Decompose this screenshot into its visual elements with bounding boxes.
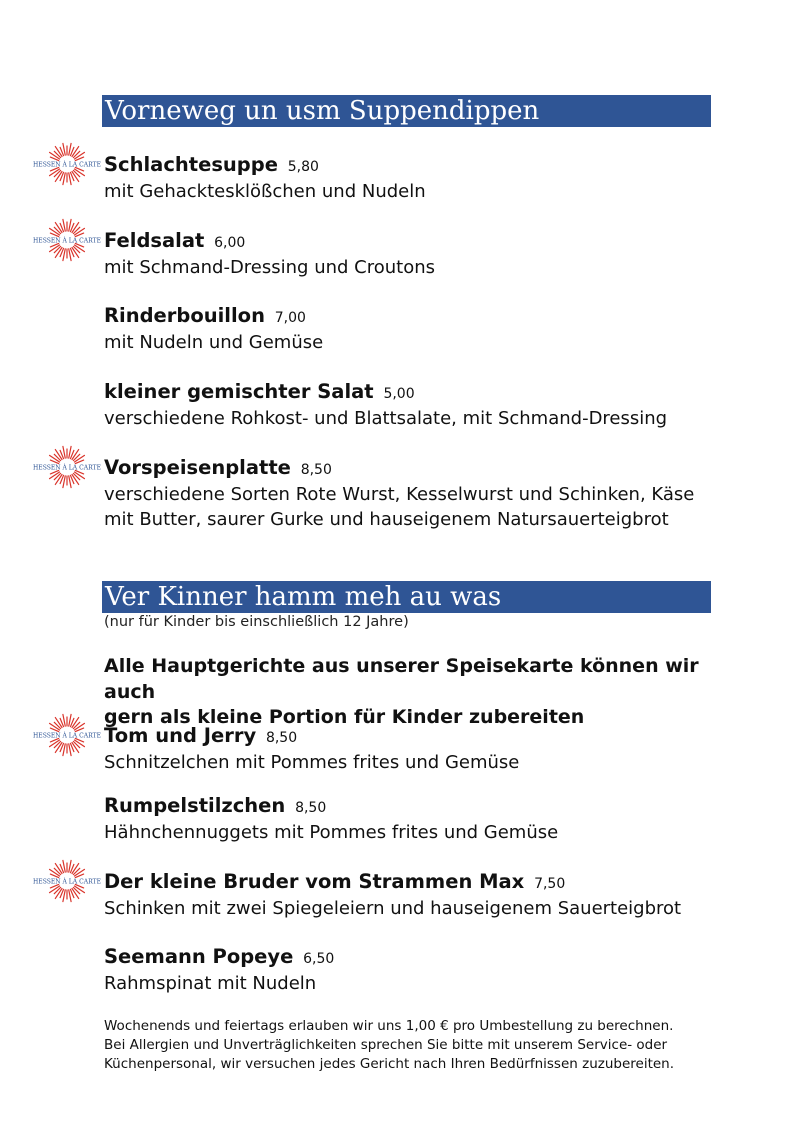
hessen-a-la-carte-logo [32,142,102,186]
footer-line: Wochenends und feiertags erlauben wir uns 1,00 € pro Umbestellung zu berechnen. [104,1018,674,1034]
sunburst-logo-icon [32,859,102,903]
kids-age-note: (nur für Kinder bis einschließlich 12 Jahre) [104,614,409,630]
item-name: Schlachtesuppe [104,153,278,176]
item-name: kleiner gemischter Salat [104,380,374,403]
section-header-kinner: Ver Kinner hamm meh au was [102,581,711,613]
item-description: mit Schmand-Dressing und Croutons [104,257,436,278]
item-name: Rinderbouillon [104,304,265,327]
hessen-a-la-carte-logo [32,713,102,757]
menu-item [104,380,724,431]
item-name: Der kleine Bruder vom Strammen Max [104,870,525,893]
menu-item [104,304,724,355]
svg-text:HESSEN À LA CARTE: HESSEN À LA CARTE [33,161,102,169]
item-price: 6,00 [214,235,246,251]
hessen-a-la-carte-logo [32,218,102,262]
hessen-a-la-carte-logo [32,445,102,489]
svg-text:HESSEN À LA CARTE: HESSEN À LA CARTE [33,237,102,245]
svg-text:HESSEN À LA CARTE: HESSEN À LA CARTE [33,878,102,886]
footer-notes [104,1017,744,1074]
item-price: 7,00 [274,310,306,326]
menu-item [104,153,724,204]
item-description: mit Nudeln und Gemüse [104,332,324,353]
item-description: mit Butter, saurer Gurke und hauseigenem Natursauerteigbrot [104,509,669,530]
item-description: verschiedene Sorten Rote Wurst, Kesselwurst und Schinken, Käse [104,484,695,505]
item-name: Feldsalat [104,229,205,252]
item-price: 5,80 [287,159,319,175]
kids-info [104,654,724,731]
sunburst-logo-icon [32,142,102,186]
sunburst-logo-icon [32,713,102,757]
svg-text:HESSEN À LA CARTE: HESSEN À LA CARTE [33,464,102,472]
menu-item [104,794,724,845]
item-price: 6,50 [303,951,335,967]
menu-item [104,724,724,775]
item-name: Seemann Popeye [104,945,294,968]
item-name: Vorspeisenplatte [104,456,291,479]
menu-item [104,870,724,921]
item-description: mit Gehacktesklößchen und Nudeln [104,181,426,202]
item-price: 8,50 [295,800,327,816]
footer-line: Küchenpersonal, wir versuchen jedes Gericht nach Ihren Bedürfnissen zuzubereiten. [104,1056,675,1072]
menu-item [104,456,724,532]
item-name: Rumpelstilzchen [104,794,286,817]
item-description: Rahmspinat mit Nudeln [104,973,317,994]
item-name: Tom und Jerry [104,724,257,747]
footer-line: Bei Allergien und Unverträglichkeiten sprechen Sie bitte mit unserem Service- oder [104,1037,668,1053]
item-description: Hähnchennuggets mit Pommes frites und Gemüse [104,822,559,843]
sunburst-logo-icon [32,218,102,262]
item-price: 8,50 [265,730,298,746]
item-price: 7,50 [534,876,566,892]
item-price: 8,50 [300,462,332,478]
hessen-a-la-carte-logo [32,859,102,903]
item-price: 5,00 [383,386,415,402]
kids-info-line: Alle Hauptgerichte aus unserer Speisekarte können wir auch [104,655,699,703]
menu-item [104,229,724,280]
menu-item [104,945,724,996]
sunburst-logo-icon [32,445,102,489]
svg-text:HESSEN À LA CARTE: HESSEN À LA CARTE [33,732,102,740]
section-header-vorneweg: Vorneweg un usm Suppendippen [102,95,711,127]
item-description: verschiedene Rohkost- und Blattsalate, mit Schmand-Dressing [104,408,668,429]
kids-info-line: gern als kleine Portion für Kinder zubereiten [104,706,585,728]
item-description: Schinken mit zwei Spiegeleiern und hauseigenem Sauerteigbrot [104,898,682,919]
item-description: Schnitzelchen mit Pommes frites und Gemüse [104,752,520,773]
